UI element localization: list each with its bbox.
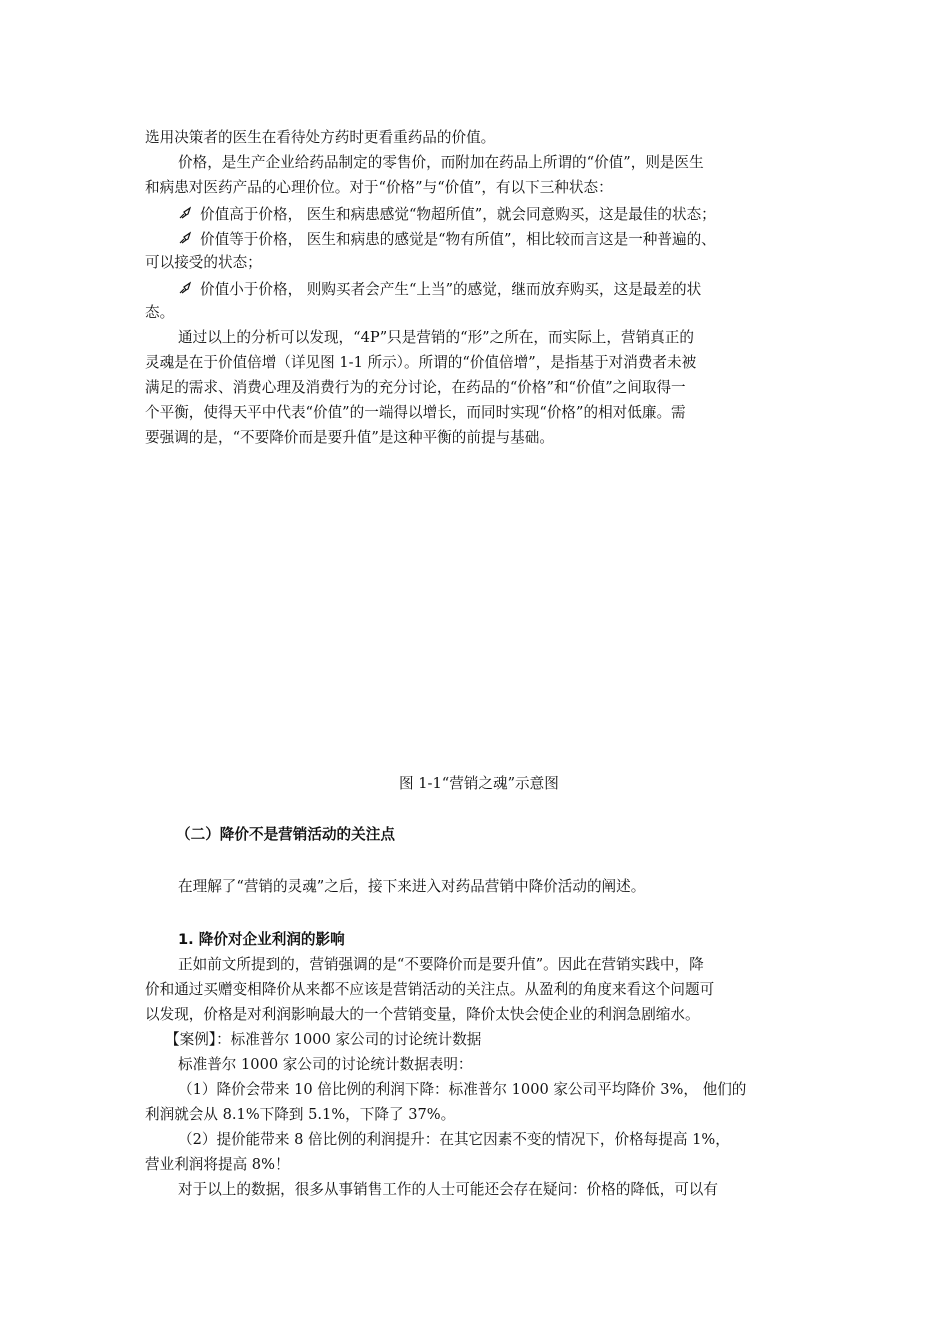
bullet-item [178,231,716,248]
figure-caption: 图 1-1“营销之魂”示意图 [399,775,559,792]
bullet-text: 价值小于价格， 则购买者会产生“上当”的感觉，继而放弃购买，这是最差的状 [200,281,702,298]
figure-placeholder [145,462,805,752]
paragraph-line: 要强调的是，“不要降价而是要升值”是这种平衡的前提与基础。 [145,429,554,446]
paragraph-line: 个平衡，使得天平中代表“价值”的一端得以增长，而同时实现“价格”的相对低廉。需 [145,404,686,421]
bullet-text: 价值高于价格， 医生和病患感觉“物超所值”，就会同意购买，这是最佳的状态； [200,206,716,223]
paragraph-line: （1）降价会带来 10 倍比例的利润下降：标准普尔 1000 家公司平均降价 3%， 他们的 [178,1081,747,1098]
paragraph-line: 选用决策者的医生在看待处方药时更看重药品的价值。 [145,129,496,146]
paragraph-line: 标准普尔 1000 家公司的讨论统计数据表明： [178,1056,473,1073]
subheading: 1. 降价对企业利润的影响 [178,931,345,948]
bullet-item [178,206,716,223]
paragraph-line: 利润就会从 8.1%下降到 5.1%，下降了 37%。 [145,1106,456,1123]
paragraph-line: 态。 [145,304,175,321]
section-intro: 在理解了“营销的灵魂”之后，接下来进入对药品营销中降价活动的阐述。 [178,878,646,895]
pointing-hand-icon [178,281,192,295]
paragraph-line: 以发现，价格是对利润影响最大的一个营销变量，降价太快会使企业的利润急剧缩水。 [145,1006,700,1023]
paragraph-line: 营业利润将提高 8%！ [145,1156,290,1173]
paragraph-line: 满足的需求、消费心理及消费行为的充分讨论，在药品的“价格”和“价值”之间取得一 [145,379,686,396]
paragraph-line: 正如前文所提到的，营销强调的是“不要降价而是要升值”。因此在营销实践中，降 [178,956,704,973]
paragraph-line: 通过以上的分析可以发现，“4P”只是营销的“形”之所在，而实际上，营销真正的 [178,329,694,346]
bullet-text: 价值等于价格， 医生和病患的感觉是“物有所值”，相比较而言这是一种普遍的、 [200,231,716,248]
paragraph-line: 价格，是生产企业给药品制定的零售价，而附加在药品上所谓的“价值”，则是医生 [178,154,704,171]
pointing-hand-icon [178,206,192,220]
pointing-hand-icon [178,231,192,245]
case-label-line: 【案例】：标准普尔 1000 家公司的讨论统计数据 [165,1031,482,1048]
bullet-item [178,281,701,298]
paragraph-line: 和病患对医药产品的心理价位。对于“价格”与“价值”，有以下三种状态： [145,179,613,196]
paragraph-line: （2）提价能带来 8 倍比例的利润提升：在其它因素不变的情况下，价格每提高 1%， [178,1131,730,1148]
paragraph-line: 灵魂是在于价值倍增（详见图 1-1 所示）。所谓的“价值倍增”，是指基于对消费者未被 [145,354,697,371]
section-heading: （二）降价不是营销活动的关注点 [176,826,395,843]
paragraph-line: 对于以上的数据，很多从事销售工作的人士可能还会存在疑问：价格的降低，可以有 [178,1181,718,1198]
paragraph-line: 价和通过买赠变相降价从来都不应该是营销活动的关注点。从盈利的角度来看这个问题可 [145,981,715,998]
paragraph-line: 可以接受的状态； [145,254,262,271]
